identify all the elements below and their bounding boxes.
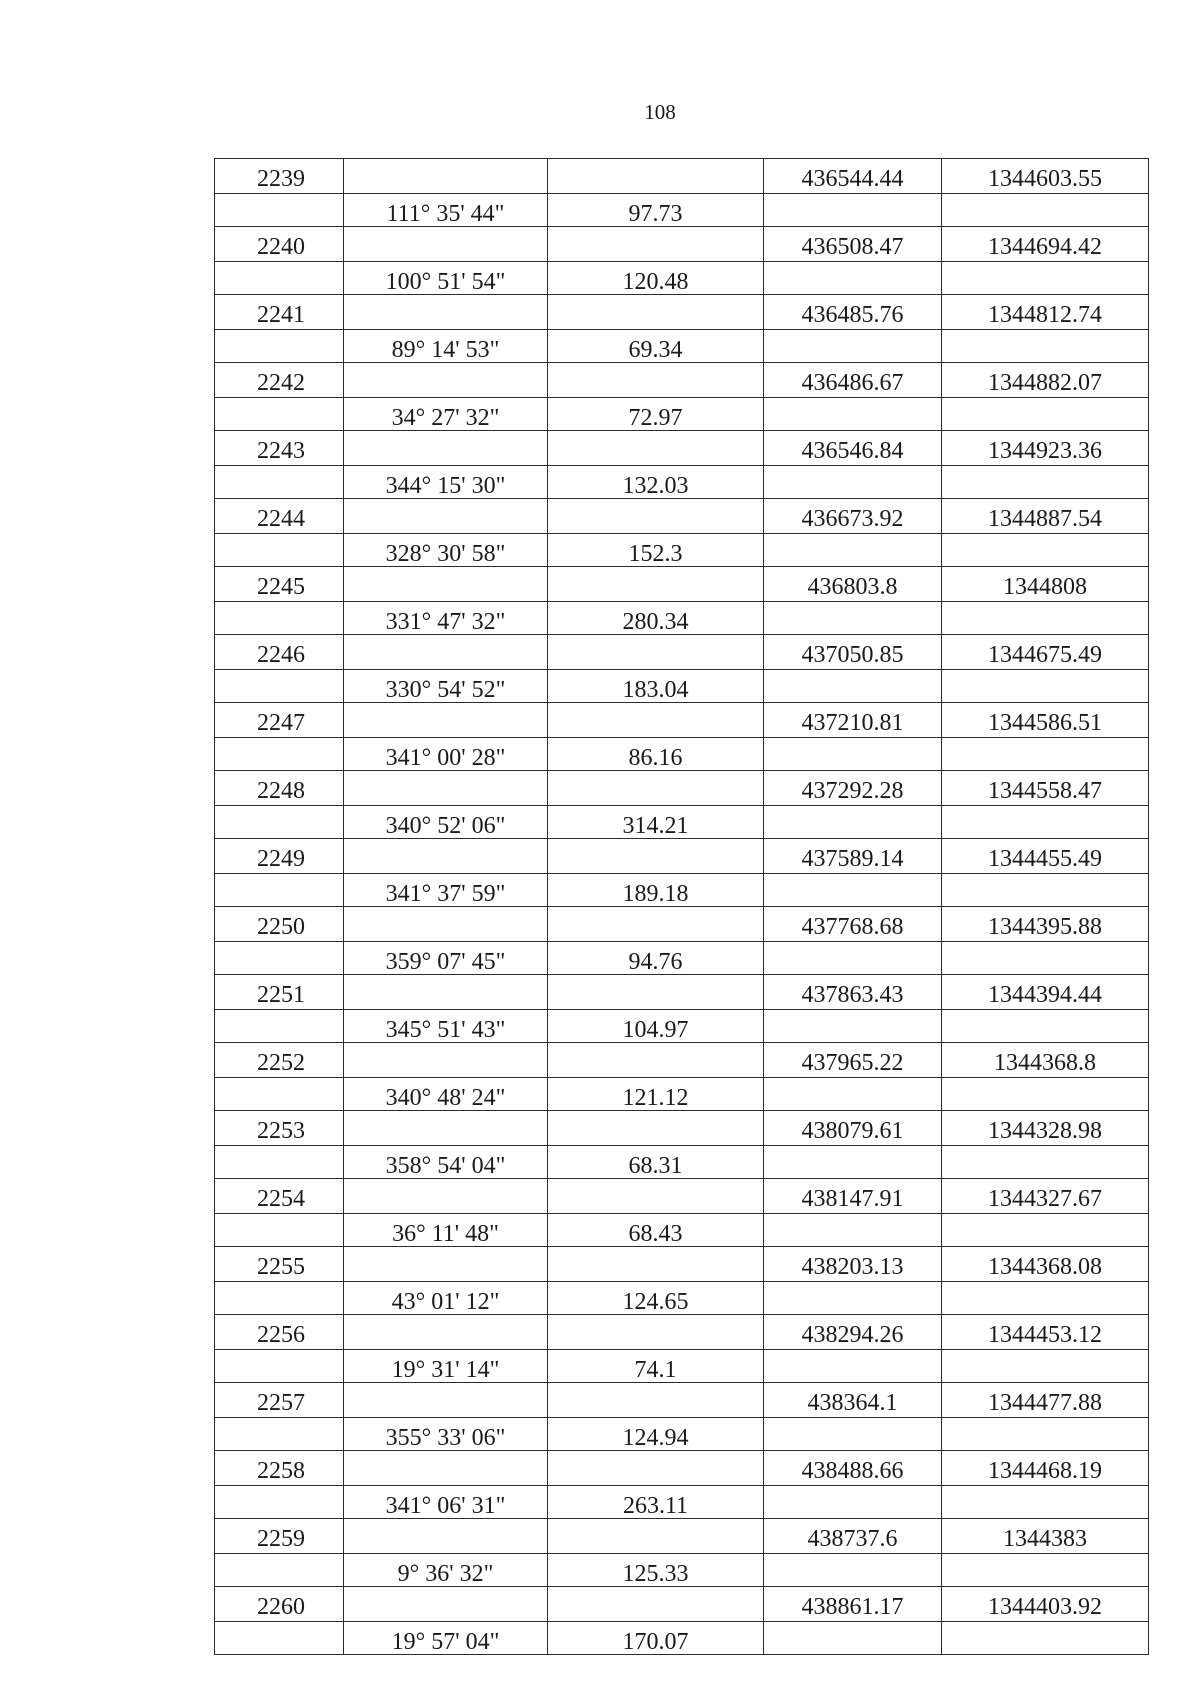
empty-cell: [942, 330, 1149, 363]
empty-cell: [215, 738, 344, 771]
empty-cell: [215, 1622, 344, 1655]
bearing-value: 89° 14' 53": [344, 330, 548, 363]
leg-row: [215, 1282, 1149, 1315]
bearing-value: 358° 54' 04": [344, 1146, 548, 1179]
bearing-value: 340° 52' 06": [344, 806, 548, 839]
northing-value: 438294.26: [764, 1315, 942, 1350]
station-row: [215, 1383, 1149, 1418]
distance-value: 314.21: [548, 806, 764, 839]
distance-value: 132.03: [548, 466, 764, 499]
station-row: [215, 295, 1149, 330]
leg-row: [215, 262, 1149, 295]
bearing-value: 341° 06' 31": [344, 1486, 548, 1519]
empty-cell: [548, 1519, 764, 1554]
empty-cell: [942, 738, 1149, 771]
empty-cell: [215, 398, 344, 431]
station-id: [215, 839, 344, 874]
distance-value: 68.31: [548, 1146, 764, 1179]
leg-row: [215, 1146, 1149, 1179]
empty-cell: [764, 806, 942, 839]
empty-cell: [764, 1078, 942, 1111]
northing-value: 437589.14: [764, 839, 942, 874]
leg-row: [215, 1418, 1149, 1451]
leg-row: [215, 1214, 1149, 1247]
station-row: [215, 907, 1149, 942]
easting-value: 1344694.42: [942, 227, 1149, 262]
station-label: 2250: [257, 914, 305, 940]
bearing-value: 359° 07' 45": [344, 942, 548, 975]
northing-value: 436803.8: [764, 567, 942, 602]
empty-cell: [215, 874, 344, 907]
station-label: 2259: [257, 1526, 305, 1552]
station-id: [215, 1247, 344, 1282]
easting-value: 1344368.08: [942, 1247, 1149, 1282]
northing-value: 438861.17: [764, 1587, 942, 1622]
empty-cell: [942, 1418, 1149, 1451]
easting-value: 1344675.49: [942, 635, 1149, 670]
station-label: 2245: [257, 574, 305, 600]
station-label: 2243: [257, 438, 305, 464]
station-row: [215, 975, 1149, 1010]
easting-value: 1344403.92: [942, 1587, 1149, 1622]
station-label: 2257: [257, 1390, 305, 1416]
station-row: [215, 839, 1149, 874]
empty-cell: [764, 1418, 942, 1451]
empty-cell: [942, 194, 1149, 227]
traverse-table: [214, 158, 1149, 1655]
station-row: [215, 363, 1149, 398]
empty-cell: [344, 295, 548, 330]
station-row: [215, 1315, 1149, 1350]
station-id: [215, 1383, 344, 1418]
empty-cell: [548, 1451, 764, 1486]
northing-value: 436486.67: [764, 363, 942, 398]
empty-cell: [215, 466, 344, 499]
empty-cell: [764, 1282, 942, 1315]
easting-value: 1344558.47: [942, 771, 1149, 806]
bearing-value: 355° 33' 06": [344, 1418, 548, 1451]
station-label: 2244: [257, 506, 305, 532]
northing-value: 438147.91: [764, 1179, 942, 1214]
empty-cell: [548, 975, 764, 1010]
empty-cell: [344, 839, 548, 874]
empty-cell: [764, 1146, 942, 1179]
distance-value: 121.12: [548, 1078, 764, 1111]
station-id: [215, 567, 344, 602]
empty-cell: [942, 534, 1149, 567]
distance-value: 104.97: [548, 1010, 764, 1043]
empty-cell: [548, 295, 764, 330]
empty-cell: [344, 1315, 548, 1350]
empty-cell: [548, 499, 764, 534]
easting-value: 1344887.54: [942, 499, 1149, 534]
empty-cell: [215, 262, 344, 295]
station-label: 2248: [257, 778, 305, 804]
distance-value: 86.16: [548, 738, 764, 771]
empty-cell: [942, 1622, 1149, 1655]
leg-row: [215, 1350, 1149, 1383]
empty-cell: [215, 942, 344, 975]
station-row: [215, 635, 1149, 670]
empty-cell: [942, 262, 1149, 295]
station-id: [215, 431, 344, 466]
bearing-value: 43° 01' 12": [344, 1282, 548, 1315]
station-row: [215, 1247, 1149, 1282]
empty-cell: [344, 635, 548, 670]
empty-cell: [344, 1043, 548, 1078]
station-id: [215, 771, 344, 806]
distance-value: 68.43: [548, 1214, 764, 1247]
empty-cell: [215, 534, 344, 567]
station-label: 2239: [257, 166, 305, 192]
empty-cell: [344, 431, 548, 466]
bearing-value: 331° 47' 32": [344, 602, 548, 635]
empty-cell: [764, 194, 942, 227]
empty-cell: [764, 1622, 942, 1655]
empty-cell: [344, 499, 548, 534]
station-id: [215, 703, 344, 738]
empty-cell: [942, 1486, 1149, 1519]
station-label: 2247: [257, 710, 305, 736]
northing-value: 438364.1: [764, 1383, 942, 1418]
station-id: [215, 907, 344, 942]
easting-value: 1344586.51: [942, 703, 1149, 738]
leg-row: [215, 670, 1149, 703]
empty-cell: [548, 1111, 764, 1146]
station-row: [215, 1111, 1149, 1146]
distance-value: 69.34: [548, 330, 764, 363]
station-id: [215, 1519, 344, 1554]
easting-value: 1344368.8: [942, 1043, 1149, 1078]
empty-cell: [942, 1350, 1149, 1383]
empty-cell: [344, 1451, 548, 1486]
station-id: [215, 1315, 344, 1350]
station-row: [215, 703, 1149, 738]
empty-cell: [942, 1078, 1149, 1111]
bearing-value: 111° 35' 44": [344, 194, 548, 227]
easting-value: 1344453.12: [942, 1315, 1149, 1350]
empty-cell: [764, 262, 942, 295]
northing-value: 436546.84: [764, 431, 942, 466]
empty-cell: [942, 1010, 1149, 1043]
empty-cell: [344, 227, 548, 262]
station-row: [215, 227, 1149, 262]
distance-value: 152.3: [548, 534, 764, 567]
empty-cell: [764, 670, 942, 703]
leg-row: [215, 1622, 1149, 1655]
leg-row: [215, 874, 1149, 907]
empty-cell: [344, 1519, 548, 1554]
station-row: [215, 771, 1149, 806]
distance-value: 124.94: [548, 1418, 764, 1451]
leg-row: [215, 1010, 1149, 1043]
leg-row: [215, 534, 1149, 567]
empty-cell: [344, 703, 548, 738]
empty-cell: [215, 1146, 344, 1179]
empty-cell: [548, 703, 764, 738]
empty-cell: [548, 567, 764, 602]
empty-cell: [548, 1247, 764, 1282]
station-id: [215, 363, 344, 398]
station-label: 2252: [257, 1050, 305, 1076]
easting-value: 1344468.19: [942, 1451, 1149, 1486]
bearing-value: 340° 48' 24": [344, 1078, 548, 1111]
station-label: 2242: [257, 370, 305, 396]
station-id: [215, 1179, 344, 1214]
empty-cell: [764, 466, 942, 499]
leg-row: [215, 398, 1149, 431]
station-row: [215, 1587, 1149, 1622]
northing-value: 438203.13: [764, 1247, 942, 1282]
station-row: [215, 1043, 1149, 1078]
empty-cell: [344, 975, 548, 1010]
empty-cell: [215, 1010, 344, 1043]
bearing-value: 344° 15' 30": [344, 466, 548, 499]
northing-value: 437768.68: [764, 907, 942, 942]
easting-value: 1344395.88: [942, 907, 1149, 942]
empty-cell: [215, 1418, 344, 1451]
empty-cell: [764, 942, 942, 975]
empty-cell: [215, 806, 344, 839]
empty-cell: [942, 466, 1149, 499]
empty-cell: [548, 1315, 764, 1350]
station-label: 2258: [257, 1458, 305, 1484]
empty-cell: [942, 398, 1149, 431]
empty-cell: [764, 1486, 942, 1519]
station-label: 2251: [257, 982, 305, 1008]
northing-value: 437210.81: [764, 703, 942, 738]
northing-value: 437863.43: [764, 975, 942, 1010]
station-id: [215, 1111, 344, 1146]
distance-value: 74.1: [548, 1350, 764, 1383]
station-row: [215, 431, 1149, 466]
empty-cell: [215, 1554, 344, 1587]
leg-row: [215, 1486, 1149, 1519]
leg-row: [215, 1078, 1149, 1111]
bearing-value: 345° 51' 43": [344, 1010, 548, 1043]
easting-value: 1344383: [942, 1519, 1149, 1554]
empty-cell: [548, 1179, 764, 1214]
station-id: [215, 1451, 344, 1486]
station-row: [215, 159, 1149, 194]
northing-value: 436544.44: [764, 159, 942, 194]
northing-value: 438079.61: [764, 1111, 942, 1146]
traverse-table-body: [215, 159, 1149, 1655]
northing-value: 438488.66: [764, 1451, 942, 1486]
empty-cell: [942, 602, 1149, 635]
empty-cell: [344, 1179, 548, 1214]
distance-value: 72.97: [548, 398, 764, 431]
northing-value: 437050.85: [764, 635, 942, 670]
empty-cell: [344, 363, 548, 398]
station-row: [215, 499, 1149, 534]
station-id: [215, 975, 344, 1010]
empty-cell: [548, 1043, 764, 1078]
easting-value: 1344808: [942, 567, 1149, 602]
station-row: [215, 1519, 1149, 1554]
station-label: 2240: [257, 234, 305, 260]
easting-value: 1344923.36: [942, 431, 1149, 466]
empty-cell: [764, 874, 942, 907]
empty-cell: [942, 1214, 1149, 1247]
distance-value: 120.48: [548, 262, 764, 295]
empty-cell: [548, 431, 764, 466]
empty-cell: [942, 806, 1149, 839]
distance-value: 263.11: [548, 1486, 764, 1519]
empty-cell: [548, 227, 764, 262]
bearing-value: 9° 36' 32": [344, 1554, 548, 1587]
empty-cell: [215, 1282, 344, 1315]
empty-cell: [215, 1486, 344, 1519]
bearing-value: 100° 51' 54": [344, 262, 548, 295]
bearing-value: 341° 37' 59": [344, 874, 548, 907]
empty-cell: [942, 874, 1149, 907]
easting-value: 1344394.44: [942, 975, 1149, 1010]
empty-cell: [548, 771, 764, 806]
empty-cell: [548, 635, 764, 670]
distance-value: 183.04: [548, 670, 764, 703]
empty-cell: [764, 1214, 942, 1247]
station-row: [215, 1179, 1149, 1214]
leg-row: [215, 330, 1149, 363]
empty-cell: [215, 602, 344, 635]
easting-value: 1344327.67: [942, 1179, 1149, 1214]
easting-value: 1344477.88: [942, 1383, 1149, 1418]
northing-value: 438737.6: [764, 1519, 942, 1554]
empty-cell: [548, 907, 764, 942]
distance-value: 94.76: [548, 942, 764, 975]
empty-cell: [548, 839, 764, 874]
empty-cell: [344, 1383, 548, 1418]
empty-cell: [548, 363, 764, 398]
station-label: 2255: [257, 1254, 305, 1280]
station-label: 2254: [257, 1186, 305, 1212]
empty-cell: [764, 534, 942, 567]
leg-row: [215, 194, 1149, 227]
bearing-value: 328° 30' 58": [344, 534, 548, 567]
bearing-value: 330° 54' 52": [344, 670, 548, 703]
distance-value: 97.73: [548, 194, 764, 227]
empty-cell: [548, 159, 764, 194]
empty-cell: [942, 1554, 1149, 1587]
station-label: 2249: [257, 846, 305, 872]
station-label: 2246: [257, 642, 305, 668]
empty-cell: [548, 1383, 764, 1418]
northing-value: 436508.47: [764, 227, 942, 262]
northing-value: 436485.76: [764, 295, 942, 330]
station-id: [215, 1043, 344, 1078]
empty-cell: [215, 1078, 344, 1111]
empty-cell: [764, 1350, 942, 1383]
station-label: 2256: [257, 1322, 305, 1348]
distance-value: 124.65: [548, 1282, 764, 1315]
station-label: 2260: [257, 1594, 305, 1620]
northing-value: 436673.92: [764, 499, 942, 534]
bearing-value: 19° 57' 04": [344, 1622, 548, 1655]
empty-cell: [764, 1010, 942, 1043]
leg-row: [215, 466, 1149, 499]
distance-value: 170.07: [548, 1622, 764, 1655]
station-id: [215, 635, 344, 670]
empty-cell: [215, 330, 344, 363]
empty-cell: [764, 330, 942, 363]
empty-cell: [764, 602, 942, 635]
empty-cell: [215, 1350, 344, 1383]
empty-cell: [942, 1146, 1149, 1179]
station-id: [215, 227, 344, 262]
page-number: 108: [644, 100, 676, 124]
empty-cell: [344, 1111, 548, 1146]
empty-cell: [764, 738, 942, 771]
bearing-value: 19° 31' 14": [344, 1350, 548, 1383]
empty-cell: [344, 567, 548, 602]
empty-cell: [942, 670, 1149, 703]
leg-row: [215, 1554, 1149, 1587]
leg-row: [215, 942, 1149, 975]
empty-cell: [215, 194, 344, 227]
station-label: 2253: [257, 1118, 305, 1144]
empty-cell: [548, 1587, 764, 1622]
station-row: [215, 1451, 1149, 1486]
distance-value: 125.33: [548, 1554, 764, 1587]
empty-cell: [344, 907, 548, 942]
empty-cell: [215, 670, 344, 703]
easting-value: 1344812.74: [942, 295, 1149, 330]
empty-cell: [215, 1214, 344, 1247]
easting-value: 1344603.55: [942, 159, 1149, 194]
empty-cell: [344, 771, 548, 806]
empty-cell: [942, 1282, 1149, 1315]
bearing-value: 34° 27' 32": [344, 398, 548, 431]
empty-cell: [764, 398, 942, 431]
northing-value: 437965.22: [764, 1043, 942, 1078]
distance-value: 189.18: [548, 874, 764, 907]
station-label: 2241: [257, 302, 305, 328]
station-row: [215, 567, 1149, 602]
empty-cell: [344, 1587, 548, 1622]
empty-cell: [764, 1554, 942, 1587]
leg-row: [215, 738, 1149, 771]
leg-row: [215, 602, 1149, 635]
station-id: [215, 1587, 344, 1622]
station-id: [215, 499, 344, 534]
easting-value: 1344882.07: [942, 363, 1149, 398]
empty-cell: [344, 159, 548, 194]
station-id: [215, 159, 344, 194]
empty-cell: [942, 942, 1149, 975]
station-id: [215, 295, 344, 330]
easting-value: 1344455.49: [942, 839, 1149, 874]
distance-value: 280.34: [548, 602, 764, 635]
leg-row: [215, 806, 1149, 839]
bearing-value: 36° 11' 48": [344, 1214, 548, 1247]
easting-value: 1344328.98: [942, 1111, 1149, 1146]
bearing-value: 341° 00' 28": [344, 738, 548, 771]
northing-value: 437292.28: [764, 771, 942, 806]
empty-cell: [344, 1247, 548, 1282]
